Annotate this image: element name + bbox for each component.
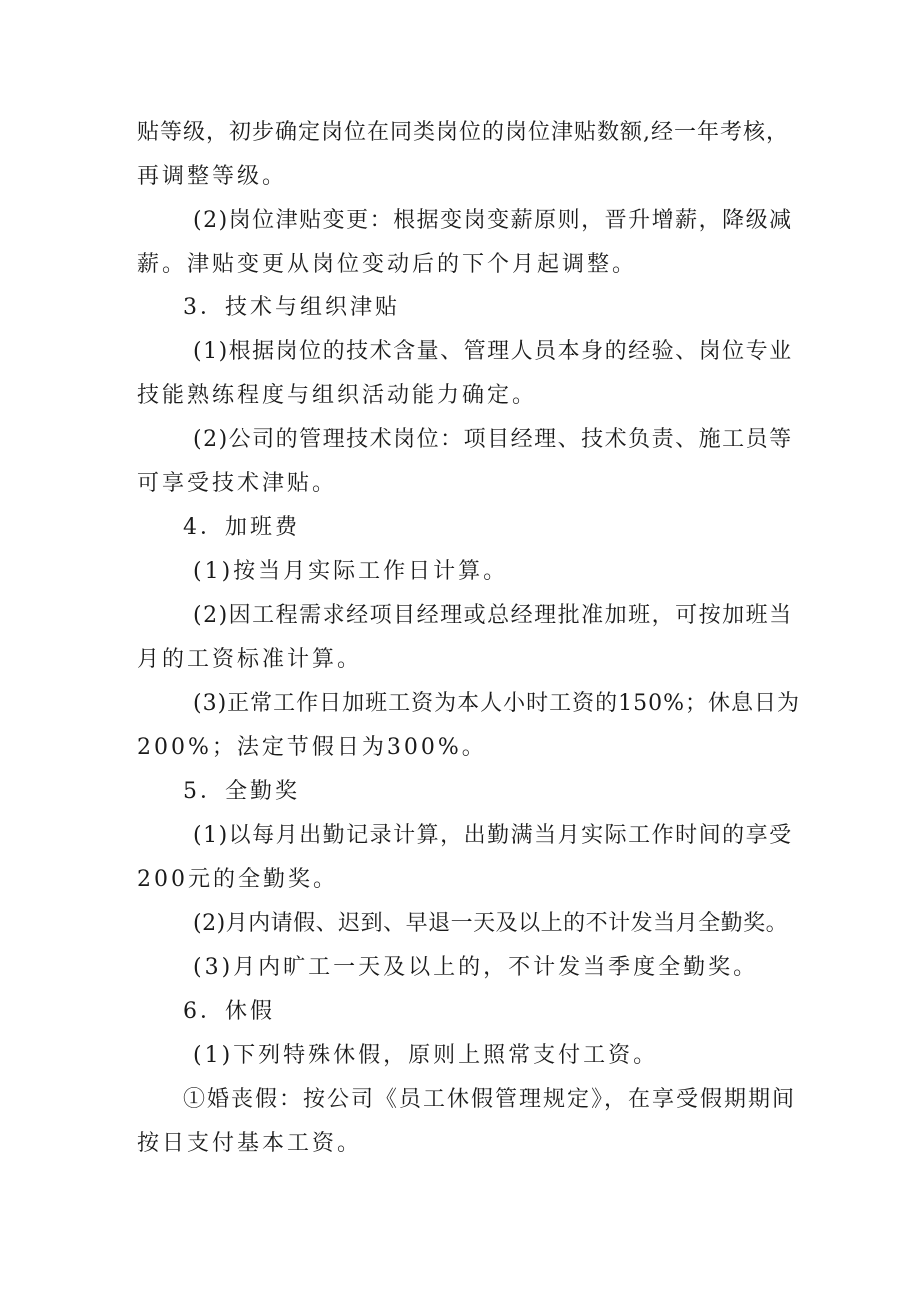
text-line: 200%；法定节假日为300%。 [137, 735, 487, 760]
text-line: (3)正常工作日加班工资为本人小时工资的150%；休息日为 [193, 691, 801, 716]
text-line: (2)公司的管理技术岗位：项目经理、技术负责、施工员等 [193, 427, 793, 452]
text-line: 技能熟练程度与组织活动能力确定。 [137, 383, 538, 408]
section-heading: 6．休假 [183, 999, 275, 1024]
text-line: 可享受技术津贴。 [137, 471, 338, 496]
text-line: 按日支付基本工资。 [137, 1131, 363, 1156]
text-line: 月的工资标准计算。 [137, 647, 363, 672]
text-line: 贴等级，初步确定岗位在同类岗位的岗位津贴数额,经一年考核， [137, 120, 789, 145]
text-line: (2)月内请假、迟到、早退一天及以上的不计发当月全勤奖。 [193, 911, 789, 936]
text-line: 200元的全勤奖。 [137, 867, 338, 892]
text-line: 再调整等级。 [137, 164, 288, 189]
section-heading: 5．全勤奖 [183, 779, 300, 804]
text-line: ①婚丧假：按公司《员工休假管理规定》，在享受假期期间 [183, 1087, 797, 1112]
text-line: (1)根据岗位的技术含量、管理人员本身的经验、岗位专业 [193, 339, 793, 364]
section-heading: 3．技术与组织津贴 [183, 295, 400, 320]
text-line: (2)岗位津贴变更：根据变岗变薪原则，晋升增薪，降级减 [193, 208, 793, 233]
text-line: (1)下列特殊休假，原则上照常支付工资。 [193, 1043, 659, 1068]
section-heading: 4．加班费 [183, 515, 300, 540]
text-line: (2)因工程需求经项目经理或总经理批准加班，可按加班当 [193, 603, 793, 628]
text-line: (1)以每月出勤记录计算，出勤满当月实际工作时间的享受 [193, 823, 793, 848]
text-line: 薪。津贴变更从岗位变动后的下个月起调整。 [137, 252, 638, 277]
text-line: (3)月内旷工一天及以上的，不计发当季度全勤奖。 [193, 955, 759, 980]
text-line: (1)按当月实际工作日计算。 [193, 559, 509, 584]
